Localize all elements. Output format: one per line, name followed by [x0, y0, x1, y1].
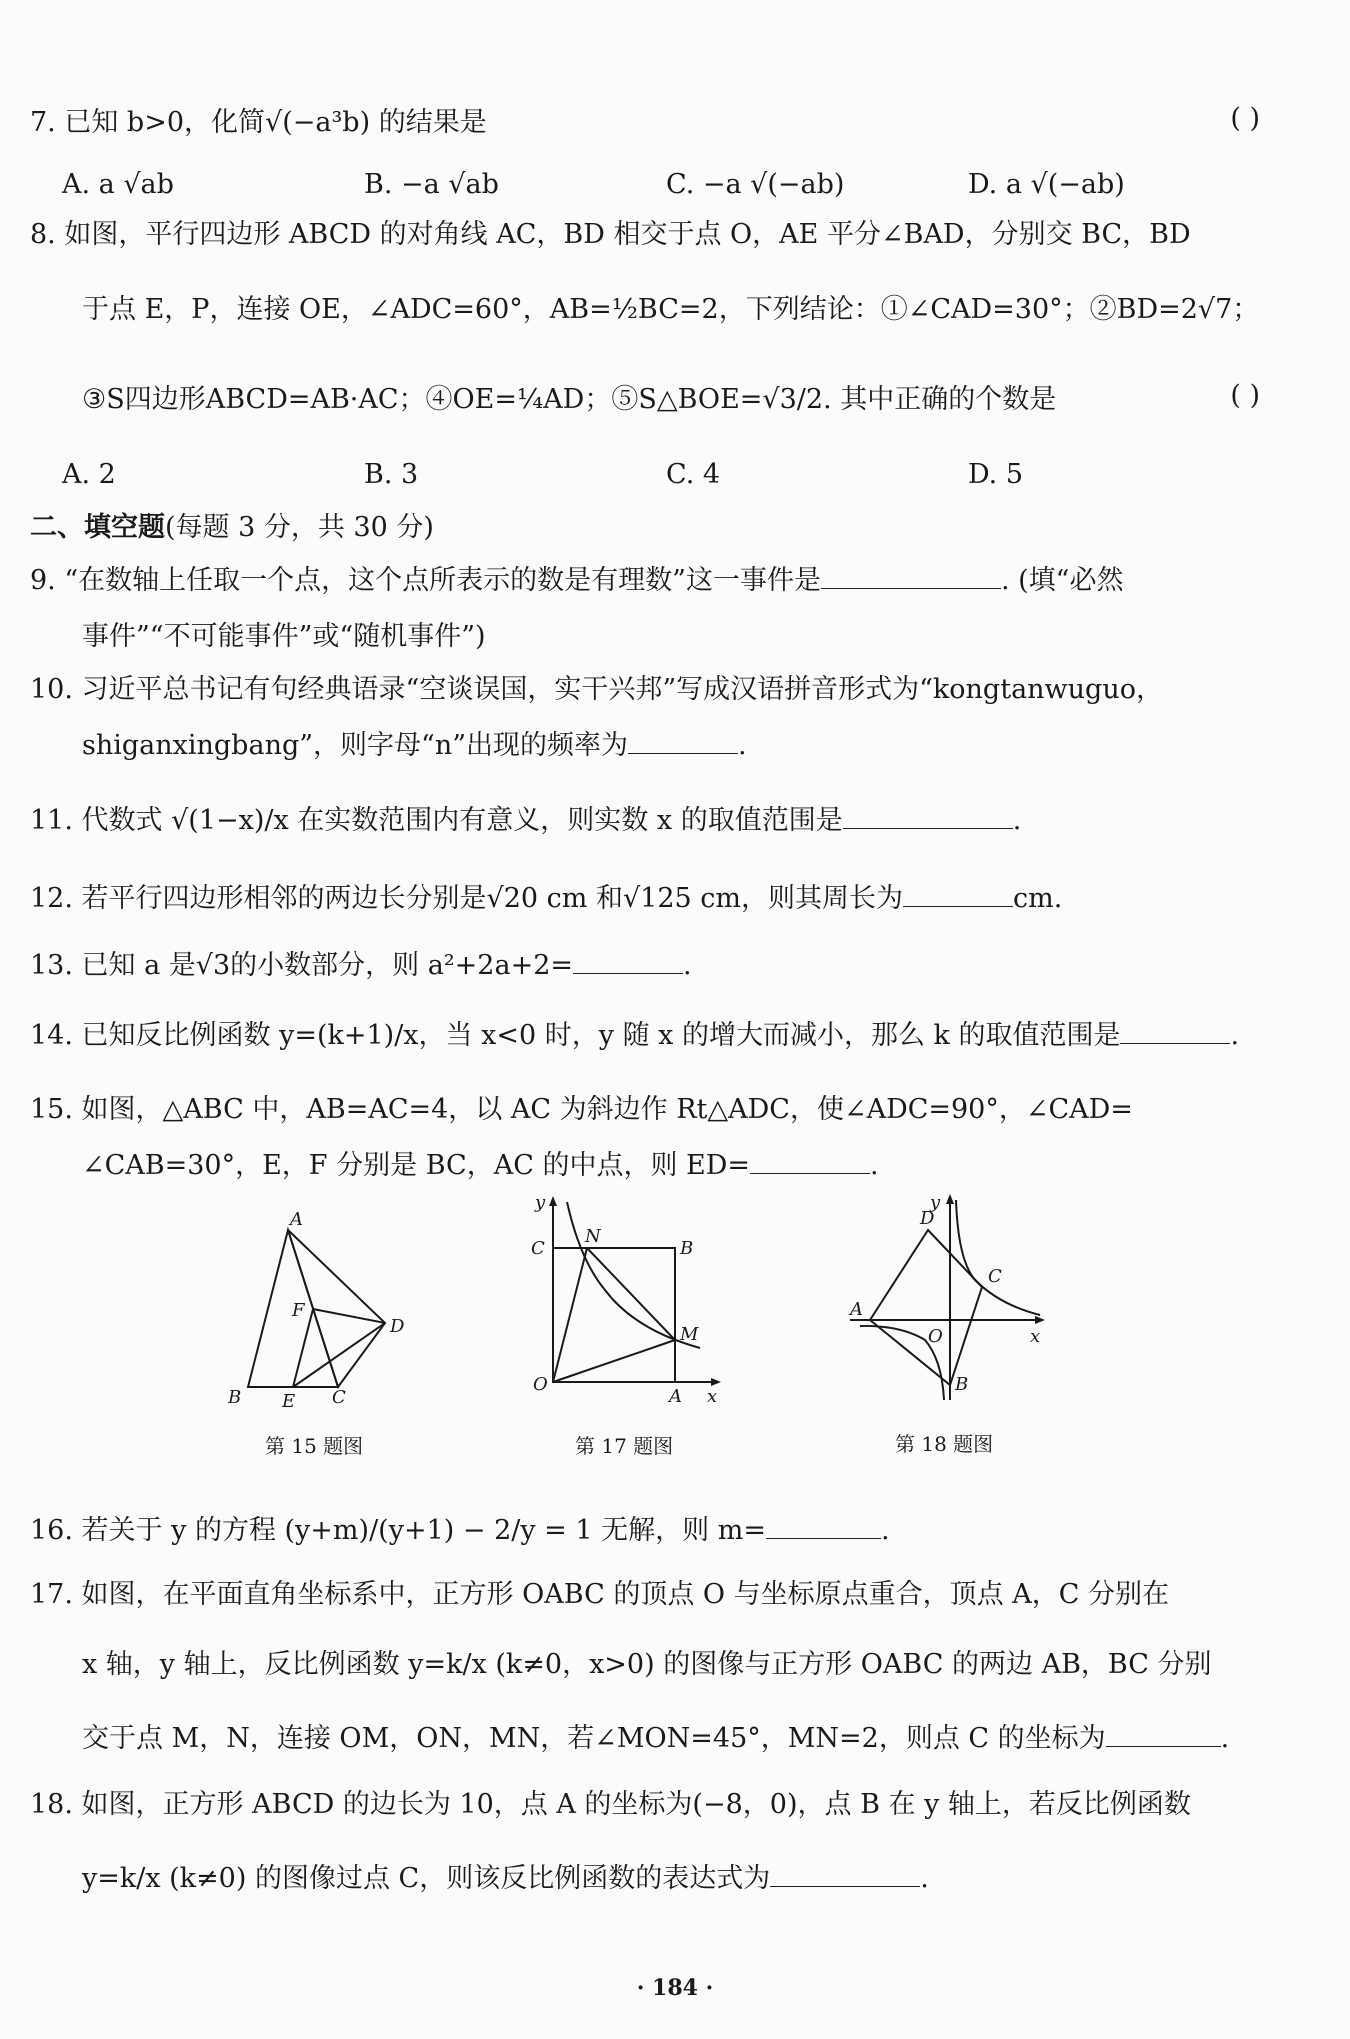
question-8-line-1: 8. 如图，平行四边形 ABCD 的对角线 AC，BD 相交于点 O，AE 平分∠BAD，分别交 BC，BD — [30, 219, 1191, 250]
label-A: A — [850, 1299, 863, 1320]
label-C: C — [988, 1266, 1002, 1287]
answer-blank-11[interactable] — [843, 800, 1013, 829]
answer-blank-16[interactable] — [766, 1510, 881, 1539]
figure-17 — [525, 1190, 725, 1410]
option-d: D. 5 — [968, 459, 1024, 490]
figure-17-caption: 第 17 题图 — [575, 1434, 674, 1458]
answer-blank-10[interactable] — [628, 725, 738, 754]
label-O: O — [928, 1326, 943, 1347]
question-10-line-1: 10. 习近平总书记有句经典语录“空谈误国，实干兴邦”写成汉语拼音形式为“kongtanwuguo， — [30, 674, 1163, 705]
question-13-tail: . — [683, 950, 692, 981]
section-2-note: (每题 3 分，共 30 分) — [165, 512, 434, 543]
question-14-text: 14. 已知反比例函数 y=(k+1)/x，当 x<0 时，y 随 x 的增大而减小，那么 k 的取值范围是 — [30, 1020, 1121, 1051]
label-B: B — [955, 1374, 969, 1395]
label-x: x — [707, 1386, 718, 1407]
figure-18-caption: 第 18 题图 — [895, 1432, 994, 1456]
answer-blank-12[interactable] — [903, 878, 1013, 907]
question-17-text: 交于点 M，N，连接 OM，ON，MN，若∠MON=45°，MN=2，则点 C 的坐标为 — [82, 1723, 1106, 1754]
question-9-text: 9. “在数轴上任取一个点，这个点所表示的数是有理数”这一事件是 — [30, 565, 821, 596]
question-14 — [30, 1015, 1320, 1056]
label-A: A — [669, 1386, 682, 1407]
label-F: F — [292, 1300, 305, 1321]
option-b: B. 3 — [364, 459, 419, 490]
question-10-tail: . — [738, 730, 747, 761]
figure-15-caption: 第 15 题图 — [265, 1434, 364, 1458]
question-15-line-1: 15. 如图，△ABC 中，AB=AC=4，以 AC 为斜边作 Rt△ADC，使∠ADC=90°，∠CAD= — [30, 1094, 1133, 1125]
answer-blank-13[interactable] — [573, 945, 683, 974]
label-C: C — [531, 1238, 545, 1259]
label-A: A — [290, 1209, 303, 1230]
question-18-text: y=k/x (k≠0) 的图像过点 C，则该反比例函数的表达式为 — [82, 1863, 771, 1894]
answer-paren-7: ( ) — [1230, 103, 1260, 134]
question-15-line-2 — [82, 1145, 1320, 1186]
question-18-line-2 — [82, 1858, 1320, 1899]
label-x: x — [1030, 1326, 1041, 1347]
question-7-text: 7. 已知 b>0，化简√(−a³b) 的结果是 — [30, 107, 487, 138]
question-14-tail: . — [1230, 1020, 1240, 1051]
question-13 — [30, 945, 1320, 986]
label-M: M — [680, 1324, 699, 1345]
question-7 — [30, 103, 1320, 143]
question-18-tail: . — [920, 1863, 929, 1894]
question-17-tail: . — [1220, 1723, 1230, 1754]
question-9-line-1 — [30, 560, 1320, 601]
question-10-line-2 — [82, 725, 1320, 766]
label-N: N — [585, 1226, 601, 1247]
answer-blank-14[interactable] — [1120, 1015, 1230, 1044]
section-2-heading — [30, 508, 1320, 548]
question-8-line-2: 于点 E，P，连接 OE，∠ADC=60°，AB=½BC=2，下列结论：①∠CAD=30°；②BD=2√7； — [82, 294, 1260, 325]
question-12-text: 12. 若平行四边形相邻的两边长分别是√20 cm 和√125 cm，则其周长为 — [30, 883, 904, 914]
label-y: y — [535, 1192, 546, 1213]
option-c: C. 4 — [666, 459, 721, 490]
answer-blank-9[interactable] — [821, 560, 1001, 589]
figure-15 — [220, 1205, 420, 1415]
answer-paren-8: ( ) — [1230, 380, 1260, 411]
question-15-tail: . — [870, 1150, 879, 1181]
question-17-line-2: x 轴，y 轴上，反比例函数 y=k/x (k≠0，x>0) 的图像与正方形 OABC 的两边 AB，BC 分别 — [82, 1649, 1212, 1680]
question-12 — [30, 878, 1320, 919]
label-E: E — [282, 1391, 296, 1412]
question-17-line-3 — [82, 1718, 1320, 1759]
answer-blank-17[interactable] — [1106, 1718, 1221, 1747]
question-16-text: 16. 若关于 y 的方程 (y+m)/(y+1) − 2/y = 1 无解，则 m= — [30, 1515, 766, 1546]
label-C: C — [332, 1387, 346, 1408]
label-O: O — [533, 1374, 548, 1395]
question-18-line-1: 18. 如图，正方形 ABCD 的边长为 10，点 A 的坐标为(−8，0)，点 B 在 y 轴上，若反比例函数 — [30, 1789, 1191, 1820]
question-15-text: ∠CAB=30°，E，F 分别是 BC，AC 的中点，则 ED= — [82, 1150, 751, 1181]
question-11 — [30, 800, 1320, 841]
question-13-text: 13. 已知 a 是√3的小数部分，则 a²+2a+2= — [30, 950, 573, 981]
option-d: D. a √(−ab) — [968, 169, 1125, 200]
option-b: B. −a √ab — [364, 169, 499, 200]
option-a: A. 2 — [62, 459, 116, 490]
question-9-tail: . (填“必然 — [1000, 565, 1124, 596]
label-D: D — [920, 1208, 935, 1229]
label-B: B — [228, 1387, 242, 1408]
question-11-text: 11. 代数式 √(1−x)/x 在实数范围内有意义，则实数 x 的取值范围是 — [30, 805, 843, 836]
figure-18 — [840, 1190, 1050, 1410]
question-17-line-1: 17. 如图，在平面直角坐标系中，正方形 OABC 的顶点 O 与坐标原点重合，顶点 A，C 分别在 — [30, 1579, 1169, 1610]
label-y: y — [930, 1192, 941, 1213]
answer-blank-15[interactable] — [750, 1145, 870, 1174]
question-10-text: shiganxingbang”，则字母“n”出现的频率为 — [82, 730, 629, 761]
option-a: A. a √ab — [62, 169, 174, 200]
question-9-line-2: 事件”“不可能事件”或“随机事件”) — [82, 621, 486, 652]
label-D: D — [390, 1316, 405, 1337]
question-12-tail: cm. — [1013, 883, 1063, 914]
option-c: C. −a √(−ab) — [666, 169, 845, 200]
question-8-line-3: ③S四边形ABCD=AB·AC；④OE=¼AD；⑤S△BOE=√3/2. 其中正确的个数是 — [82, 384, 1057, 415]
question-16-tail: . — [880, 1515, 890, 1546]
label-B: B — [680, 1238, 694, 1259]
question-16 — [30, 1510, 1320, 1551]
section-2-title: 二、填空题 — [30, 512, 165, 543]
answer-blank-18[interactable] — [770, 1858, 920, 1887]
page-number: · 184 · — [636, 1975, 714, 2001]
question-11-tail: . — [1012, 805, 1022, 836]
